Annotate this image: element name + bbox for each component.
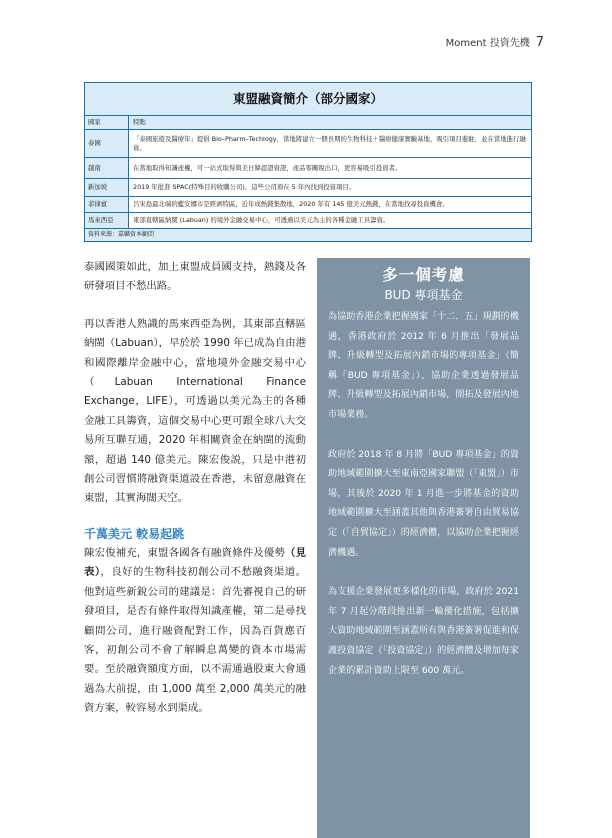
sidebar-subheading: BUD 專項基金	[384, 288, 463, 302]
table-row	[85, 213, 531, 229]
sidebar-paragraph: 政府於 2018 年 8 月將「BUD 專項基金」的資助地域範圍擴大至東南亞國家聯盟（「東盟」）市場，其後於 2020 年 1 月進一步將基金的資助地域範圍擴大至涵蓋其他與香港簽署自由貿易協定（「自貿協定」）的經濟體，以協助企業把握經濟機遇。	[328, 449, 519, 558]
paragraph-gap	[328, 563, 519, 583]
section-subheading: 千萬美元 較易起跳	[84, 526, 185, 541]
sidebar-paragraph: 為協助香港企業把握國家「十二．五」規劃的機遇，香港政府於 2012 年 6 月推出「發展品牌、升級轉型及拓展內銷市場的專項基金」（簡稱「BUD 專項基金」），協助企業透過發展品牌、升級轉型及拓展內銷市場，開拓及發展內地市場業務。	[328, 312, 519, 420]
article-column	[84, 258, 306, 735]
running-head	[446, 34, 544, 50]
paragraph-rest: ，良好的生物科技初創公司不愁融資渠道。他對這些新銳公司的建議是：首先審視自己的研發項目，是否有條件取得知識產權，第二是尋找顧問公司，進行融資配對工作，因為百貨應百客，初創公司不會了解瞬息萬變的資本市場需要。至於融資額度方面，以不需通過股東大會通過為大前提，由 1,000 萬至 2,000 萬美元的融資方案，較容易水到渠成。	[84, 566, 306, 715]
row-feature: 2019 年批准 SPAC(特殊目的收購公司)，這些公司須在 5 年內找到投資項目。	[133, 183, 356, 192]
see-table-note: （見表）	[84, 546, 307, 579]
sidebar-paragraph: 為支援企業發展更多樣化的市場，政府於 2021 年 7 月起分階段推出新一輪優化措施，包括擴大資助地域範圍至涵蓋所有與香港簽署促進和保護投資協定（「投資協定」）的經濟體及增加每家企業的累計資助上限至 600 萬元。	[328, 587, 519, 676]
row-country: 泰國	[85, 130, 129, 157]
row-feature: 東部直轄區納閩 (Labuan) 的境外金融交易中心，可透過以美元為主的各種金融工具籌資。	[133, 216, 390, 225]
row-country: 越南	[85, 158, 129, 178]
table-row	[85, 158, 531, 179]
body-paragraph	[84, 544, 306, 719]
row-country: 菲律賓	[85, 197, 129, 212]
body-paragraph: 再以香港人熟識的馬來西亞為例，其東部直轄區納閩（Labuan），早於於 1990 年已成為自由港和國際離岸金融中心，當地境外金融交易中心（Labuan International Finance Exchange，LIFE），可透過以美元為主的各種金融工具籌資，這個交易中心更可跟全球八大交易所互聯互通，2020 年相關資金在納閩的流動額，超過 140 億美元。陳宏俊説，只是中港初創公司習慣將融資渠道設在香港，未留意融資在東盟，其實海闊天空。	[84, 317, 306, 505]
paragraph-lead: 陳宏俊補充，東盟各國各有融資條件及優勢	[84, 546, 286, 559]
row-feature: 在當地取得知識產權，可一站式取得與美日韓認證資證，產品零關稅出口，更容易吸引投資者。	[133, 163, 402, 172]
table-title: 東盟融資簡介（部分國家）	[85, 83, 531, 116]
table-row	[85, 179, 531, 197]
page-number: 7	[535, 35, 544, 50]
row-country: 馬來西亞	[85, 213, 129, 228]
table-header-row	[85, 116, 531, 130]
column-header-country: 國家	[85, 116, 129, 129]
sidebar-heading: 多一個考慮	[382, 266, 465, 284]
row-feature: 呂宋島最北端的藍安娜市是經濟特區，近年成熱錢集散地，2020 年有 145 億美元熱錢，在當地找尋投資機會。	[133, 200, 449, 209]
paragraph-gap	[328, 426, 519, 446]
table-row	[85, 197, 531, 213]
row-feature: 「泰國旅遊及醫療年」提倡 Bio–Pharm–Techlogy，當地將建立一個長期的生物科技＋醫療健康實驗基地，吸引項目進駐，並在當地進行融資。	[133, 134, 526, 152]
table-row	[85, 130, 531, 158]
column-header-feature: 特點	[129, 116, 531, 129]
row-country: 新加坡	[85, 179, 129, 196]
asean-financing-table	[84, 82, 532, 242]
table-source: 資料來源：嘉麟資本顧問	[85, 229, 531, 241]
bud-fund-sidebar	[317, 258, 530, 838]
publication-name: Moment 投資先機	[445, 38, 530, 49]
intro-paragraph: 泰國國策如此，加上東盟成員國支持，熱錢及各研發項目不愁出路。	[84, 261, 306, 293]
